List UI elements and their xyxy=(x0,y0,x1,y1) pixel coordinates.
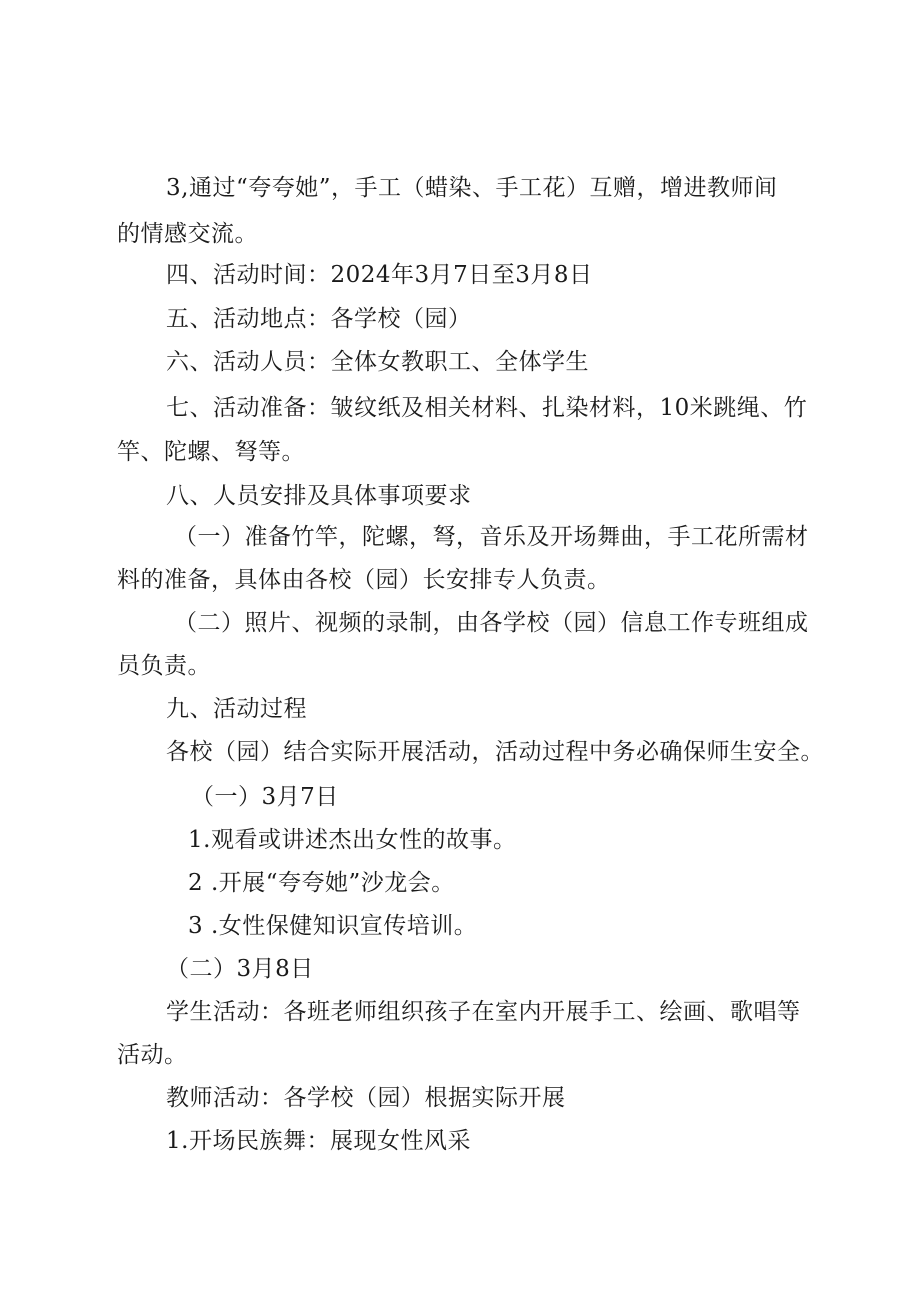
text-line: 六、活动人员：全体女教职工、全体学生 xyxy=(166,349,589,375)
list-item: 1.观看或讲述杰出女性的故事。 xyxy=(188,827,517,853)
text-line: （一）准备竹竿，陀螺，弩，音乐及开场舞曲，手工花所需材 xyxy=(174,524,809,550)
text-line: 八、人员安排及具体事项要求 xyxy=(166,483,472,509)
text-line: 3,通过“夸夸她”，手工（蜡染、手工花）互赠，增进教师间 xyxy=(166,175,778,201)
text-line: 活动。 xyxy=(117,1042,188,1068)
list-item: 1.开场民族舞：展现女性风采 xyxy=(166,1128,471,1154)
list-item: 3 .女性保健知识宣传培训。 xyxy=(188,913,478,939)
text-line: （二）照片、视频的录制，由各学校（园）信息工作专班组成 xyxy=(174,610,809,636)
text-line: 七、活动准备：皱纹纸及相关材料、扎染材料，10米跳绳、竹 xyxy=(166,395,808,421)
list-item: 2 .开展“夸夸她”沙龙会。 xyxy=(188,870,455,896)
text-line: 的情感交流。 xyxy=(117,221,258,247)
text-line: 五、活动地点：各学校（园） xyxy=(166,306,472,332)
text-line: 竿、陀螺、弩等。 xyxy=(117,439,305,465)
text-line: 员负责。 xyxy=(117,653,211,679)
text-line: 料的准备，具体由各校（园）长安排专人负责。 xyxy=(117,567,611,593)
text-line: 各校（园）结合实际开展活动，活动过程中务必确保师生安全。 xyxy=(166,739,824,765)
text-line: （一）3月7日 xyxy=(191,784,339,810)
text-line: 四、活动时间：2024年3月7日至3月8日 xyxy=(166,262,593,288)
section-heading: 九、活动过程 xyxy=(166,696,307,722)
text-line: 学生活动：各班老师组织孩子在室内开展手工、绘画、歌唱等 xyxy=(166,999,801,1025)
text-line: 教师活动：各学校（园）根据实际开展 xyxy=(166,1085,566,1111)
text-line: （二）3月8日 xyxy=(166,956,314,982)
